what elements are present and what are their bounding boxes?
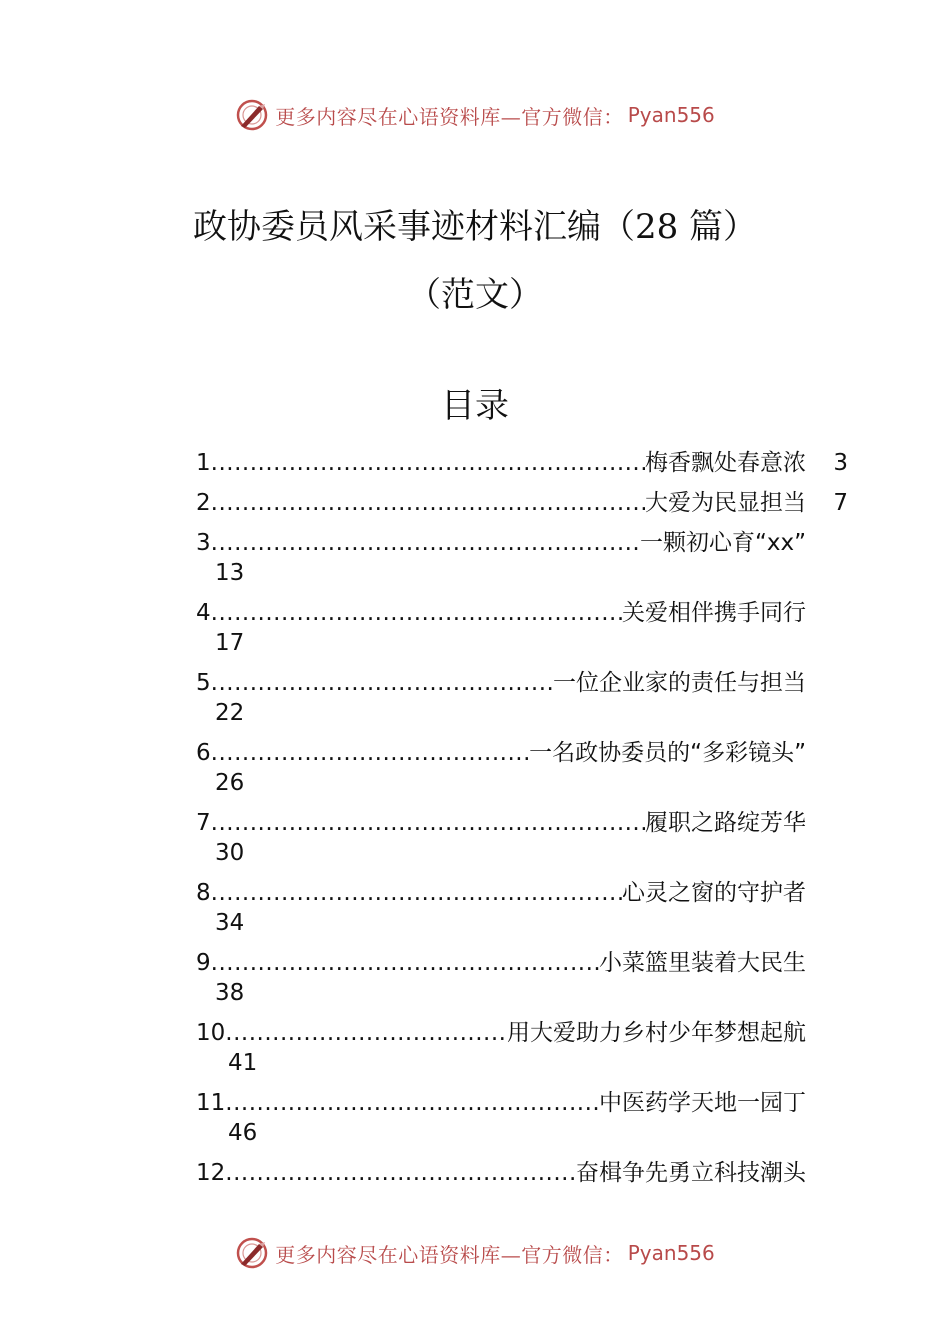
footer-watermark — [0, 1233, 950, 1273]
toc-entry-page: 38 — [215, 980, 245, 1006]
toc-leader-dots — [211, 598, 622, 628]
toc-entry[interactable] — [196, 1018, 806, 1088]
toc-leader-dots — [211, 878, 622, 908]
header-watermark — [0, 95, 950, 135]
toc-entry-number: 8 — [196, 880, 211, 906]
toc-entry-title: 一位企业家的责任与担当 — [553, 670, 806, 696]
toc-entry-page: 17 — [215, 630, 245, 656]
toc-leader-dots — [211, 738, 530, 768]
toc-entry[interactable] — [196, 738, 806, 808]
toc-entry-number: 3 — [196, 530, 211, 556]
toc-entry-title: 奋楫争先勇立科技潮头 — [576, 1160, 806, 1186]
toc-entry-page: 7 — [833, 490, 848, 516]
toc-entry-number: 10 — [196, 1020, 226, 1046]
toc-entry-title: 心灵之窗的守护者 — [622, 880, 806, 906]
toc-entry[interactable] — [196, 448, 848, 488]
toc-entry[interactable] — [196, 878, 806, 948]
toc-entry-page: 34 — [215, 910, 245, 936]
toc-entry-number: 1 — [196, 450, 211, 476]
toc-entry-number: 2 — [196, 490, 211, 516]
toc-entry[interactable] — [196, 1158, 806, 1198]
pen-logo-icon — [235, 1236, 269, 1270]
toc-heading: 目录 — [441, 386, 509, 426]
toc-entry-page: 26 — [215, 770, 245, 796]
document-subtitle: （范文） — [407, 275, 543, 315]
toc-entry-number: 5 — [196, 670, 211, 696]
table-of-contents — [196, 448, 848, 1198]
toc-entry-title: 中医药学天地一园丁 — [599, 1090, 806, 1116]
toc-entry[interactable] — [196, 598, 806, 668]
toc-entry-number: 12 — [196, 1160, 226, 1186]
toc-entry[interactable] — [196, 488, 848, 528]
toc-entry[interactable] — [196, 668, 806, 738]
toc-entry-number: 4 — [196, 600, 211, 626]
toc-entry[interactable] — [196, 808, 806, 878]
toc-entry-title: 履职之路绽芳华 — [645, 810, 806, 836]
toc-entry-title: 一名政协委员的“多彩镜头” — [529, 740, 806, 766]
toc-entry-number: 11 — [196, 1090, 226, 1116]
toc-entry-title: 梅香飘处春意浓 — [645, 450, 806, 476]
toc-leader-dots — [211, 808, 645, 838]
document-title: 政协委员风采事迹材料汇编（28 篇） — [192, 207, 758, 247]
toc-entry-page: 13 — [215, 560, 245, 586]
toc-entry-page: 46 — [228, 1120, 258, 1146]
toc-entry-title: 大爱为民显担当 — [645, 490, 806, 516]
pen-logo-icon — [235, 98, 269, 132]
toc-leader-dots — [225, 1158, 576, 1188]
toc-leader-dots — [225, 1088, 599, 1118]
toc-leader-dots — [225, 1018, 507, 1048]
toc-entry-title: 一颗初心育“xx” — [639, 530, 806, 556]
watermark-text: 更多内容尽在心语资料库—官方微信： — [275, 1242, 624, 1267]
watermark-wechat-id: Pyan556 — [627, 103, 715, 127]
toc-entry[interactable] — [196, 948, 806, 1018]
toc-entry-page: 41 — [228, 1050, 258, 1076]
watermark-wechat-id: Pyan556 — [627, 1241, 715, 1265]
toc-leader-dots — [211, 668, 553, 698]
toc-entry[interactable] — [196, 528, 806, 598]
watermark-text: 更多内容尽在心语资料库—官方微信： — [275, 104, 624, 129]
toc-entry-number: 6 — [196, 740, 211, 766]
toc-entry-number: 9 — [196, 950, 211, 976]
toc-entry-title: 关爱相伴携手同行 — [622, 600, 806, 626]
toc-entry-page: 3 — [833, 450, 848, 476]
toc-entry-page: 22 — [215, 700, 245, 726]
toc-leader-dots — [211, 448, 645, 478]
toc-entry[interactable] — [196, 1088, 806, 1158]
toc-leader-dots — [211, 948, 599, 978]
toc-entry-number: 7 — [196, 810, 211, 836]
toc-entry-title: 用大爱助力乡村少年梦想起航 — [507, 1020, 806, 1046]
toc-leader-dots — [211, 528, 640, 558]
toc-entry-title: 小菜篮里装着大民生 — [599, 950, 806, 976]
toc-leader-dots — [211, 488, 645, 518]
toc-entry-page: 30 — [215, 840, 245, 866]
